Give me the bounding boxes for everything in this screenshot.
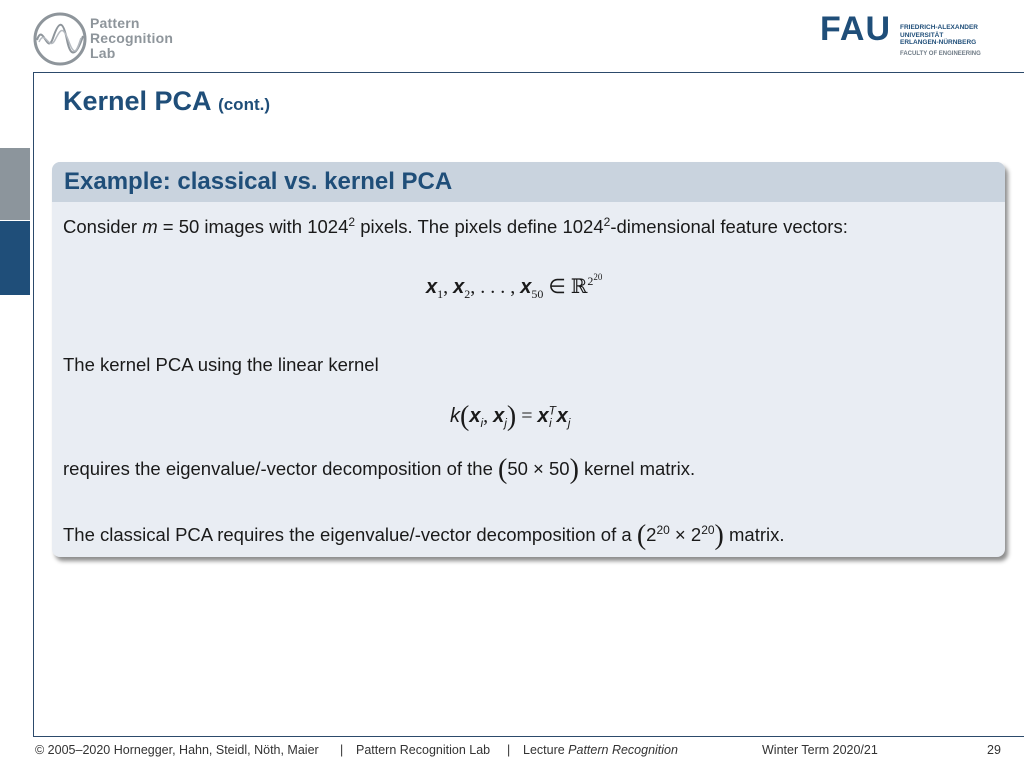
lab-logo-line-2: Recognition (90, 30, 174, 46)
eq1-exp-exp: 20 (593, 272, 603, 283)
section-marker-gray (0, 148, 30, 220)
fau-mark: FAU (820, 10, 891, 48)
eq2-equals: = (516, 405, 538, 427)
lab-logo-text (90, 16, 173, 61)
kernel-matrix-size: 50 × 50 (507, 458, 570, 479)
lab-logo-line-3: Lab (90, 45, 116, 61)
intro-part-d: -dimensional feature vectors: (610, 216, 848, 237)
linear-kernel-equation: $k(x_i$, $x_j) = x^T_i$ $x_j$ (450, 401, 571, 432)
eq1-real-set: ℝ (570, 274, 588, 298)
section-marker-blue (0, 221, 30, 295)
kernel-matrix-part-a: requires the eigenvalue/-vector decomposition of the (63, 458, 499, 479)
classical-times: × (669, 524, 691, 545)
example-block (52, 162, 1005, 557)
classical-exp-2: 20 (701, 522, 715, 537)
lab-logo-line-1: Pattern (90, 15, 140, 31)
fau-line-1: FRIEDRICH-ALEXANDER (900, 24, 978, 31)
eq2-sub-i2: i (549, 416, 552, 430)
footer-divider (33, 736, 1024, 737)
footer-lecture-name: Pattern Recognition (568, 743, 678, 757)
slide-title-suffix: (cont.) (218, 95, 270, 114)
eq1-sub-2: 2 (464, 287, 471, 301)
footer-lab: Pattern Recognition Lab (356, 743, 491, 757)
classical-exp-1: 20 (656, 522, 670, 537)
classical-part-b: matrix. (723, 524, 785, 545)
eq1-exp-base: 2 (587, 274, 594, 289)
left-frame-line (33, 72, 34, 736)
classical-pca-sentence: The classical PCA requires the eigenvalue/-vector decomposition of a $(2^{20} \times 2^{20})$ matrix. (63, 520, 785, 551)
eq2-xi: x (469, 405, 481, 427)
lab-logo-icon (33, 12, 87, 66)
eq1-x2: x (453, 276, 465, 298)
slide-title-text: Kernel PCA (63, 86, 211, 116)
footer-term: Winter Term 2020/21 (762, 743, 878, 757)
fau-faculty: FACULTY OF ENGINEERING (900, 51, 981, 57)
feature-vectors-equation: $x_1$, $x_2$, . . . , $x_{50}$ ∈ ℝ$^{2^{20}}$ (426, 272, 603, 301)
pattern-recognition-lab-logo (33, 12, 193, 68)
eq1-x1: x (426, 276, 438, 298)
eq2-k: k (450, 405, 460, 427)
footer-lecture (523, 743, 678, 757)
eq1-element-of: ∈ (543, 276, 571, 298)
eq1-sub-1: 1 (437, 287, 444, 301)
intro-sup-1: 2 (348, 214, 356, 229)
block-heading: Example: classical vs. kernel PCA (52, 162, 1005, 202)
intro-part-b: = 50 images with 1024 (157, 216, 349, 237)
header-divider (33, 72, 1024, 73)
eq2-sub-i: i (480, 416, 484, 430)
intro-part-a: Consider (63, 216, 143, 237)
fau-logo (820, 12, 1000, 62)
eq2-xj2: x (556, 405, 568, 427)
fau-line-2: UNIVERSITÄT (900, 31, 944, 39)
slide-title (63, 86, 270, 117)
footer-separator-1: | (340, 743, 344, 757)
eq2-sup-T: T (548, 403, 556, 418)
eq1-sub-50: 50 (531, 287, 544, 301)
eq1-x50: x (520, 276, 532, 298)
intro-sentence (63, 216, 848, 238)
eq2-xj: x (493, 405, 505, 427)
eq2-xiT: x (537, 405, 549, 427)
classical-part-a: The classical PCA requires the eigenvalue/-vector decomposition of a (63, 524, 637, 545)
kernel-matrix-part-b: kernel matrix. (578, 458, 696, 479)
footer-separator-2: | (507, 743, 511, 757)
footer-lecture-prefix: Lecture (523, 743, 569, 757)
kernel-matrix-sentence: requires the eigenvalue/-vector decomposition of the (50 × 50) kernel matrix. (63, 454, 696, 485)
intro-part-c: pixels. The pixels define 1024 (355, 216, 604, 237)
eq1-dots: , . . . , (470, 276, 521, 298)
classical-base-2: 2 (690, 524, 702, 545)
intro-sup-2: 2 (603, 214, 611, 229)
eq2-sub-j2: j (567, 416, 571, 430)
fau-university-name (900, 24, 978, 47)
classical-base-1: 2 (646, 524, 657, 545)
eq2-sub-j: j (504, 416, 507, 430)
fau-line-3: ERLANGEN-NÜRNBERG (900, 39, 977, 46)
kernel-pca-sentence: The kernel PCA using the linear kernel (63, 354, 379, 375)
footer-page-number: 29 (987, 743, 1001, 757)
intro-var-m: m (142, 216, 158, 237)
footer-copyright: © 2005–2020 Hornegger, Hahn, Steidl, Nöth, Maier (35, 743, 319, 757)
